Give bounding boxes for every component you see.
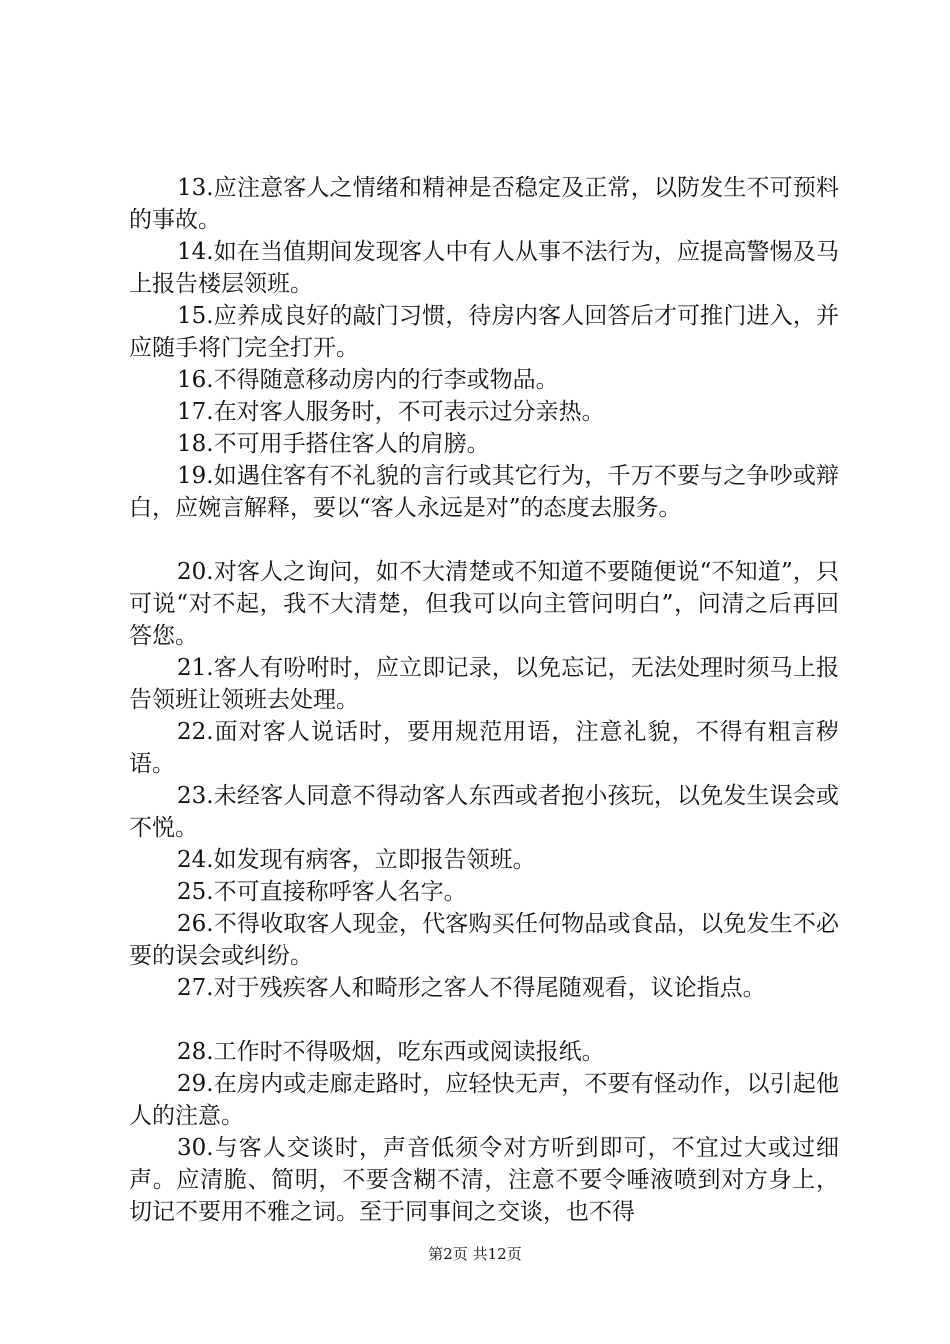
paragraph-24: 24.如发现有病客，立即报告领班。: [177, 847, 536, 873]
paragraph-17: 17.在对客人服务时，不可表示过分亲热。: [177, 399, 605, 425]
paragraph-26: 26.不得收取客人现金，代客购买任何物品或食品，以免发生不必要的误会或纠纷。: [129, 911, 839, 969]
document-body: [129, 172, 839, 1228]
paragraph-20: 20.对客人之询问，如不大清楚或不知道不要随便说“不知道”，只可说“对不起，我不大清楚，但我可以向主管问明白”，问清之后再回答您。: [129, 559, 839, 649]
page-number-footer: 第2页 共12页: [428, 1245, 522, 1263]
paragraph-27: 27.对于残疾客人和畸形之客人不得尾随观看，议论指点。: [177, 975, 766, 1001]
paragraph-18: 18.不可用手搭住客人的肩膀。: [177, 431, 490, 457]
paragraph-29: 29.在房内或走廊走路时，应轻快无声，不要有怪动作，以引起他人的注意。: [129, 1071, 839, 1129]
paragraph-23: 23.未经客人同意不得动客人东西或者抱小孩玩，以免发生误会或不悦。: [129, 783, 839, 841]
paragraph-21: 21.客人有吩咐时，应立即记录，以免忘记，无法处理时须马上报告领班让领班去处理。: [129, 655, 839, 713]
paragraph-30: 30.与客人交谈时，声音低须令对方听到即可，不宜过大或过细声。应清脆、简明，不要含糊不清，注意不要令唾液喷到对方身上，切记不要用不雅之词。至于同事间之交谈，也不得: [129, 1135, 839, 1225]
paragraph-28: 28.工作时不得吸烟，吃东西或阅读报纸。: [177, 1039, 605, 1065]
paragraph-25: 25.不可直接称呼客人名字。: [177, 879, 467, 905]
paragraph-15: 15.应养成良好的敲门习惯，待房内客人回答后才可推门进入，并应随手将门完全打开。: [129, 303, 839, 361]
paragraph-14: 14.如在当值期间发现客人中有人从事不法行为，应提高警惕及马上报告楼层领班。: [129, 239, 839, 297]
paragraph-22: 22.面对客人说话时，要用规范用语，注意礼貌，不得有粗言秽语。: [129, 719, 839, 777]
paragraph-19: 19.如遇住客有不礼貌的言行或其它行为，千万不要与之争吵或辩白，应婉言解释，要以“客人永远是对”的态度去服务。: [129, 463, 839, 521]
paragraph-16: 16.不得随意移动房内的行李或物品。: [177, 367, 559, 393]
paragraph-13: 13.应注意客人之情绪和精神是否稳定及正常，以防发生不可预料的事故。: [129, 175, 839, 233]
